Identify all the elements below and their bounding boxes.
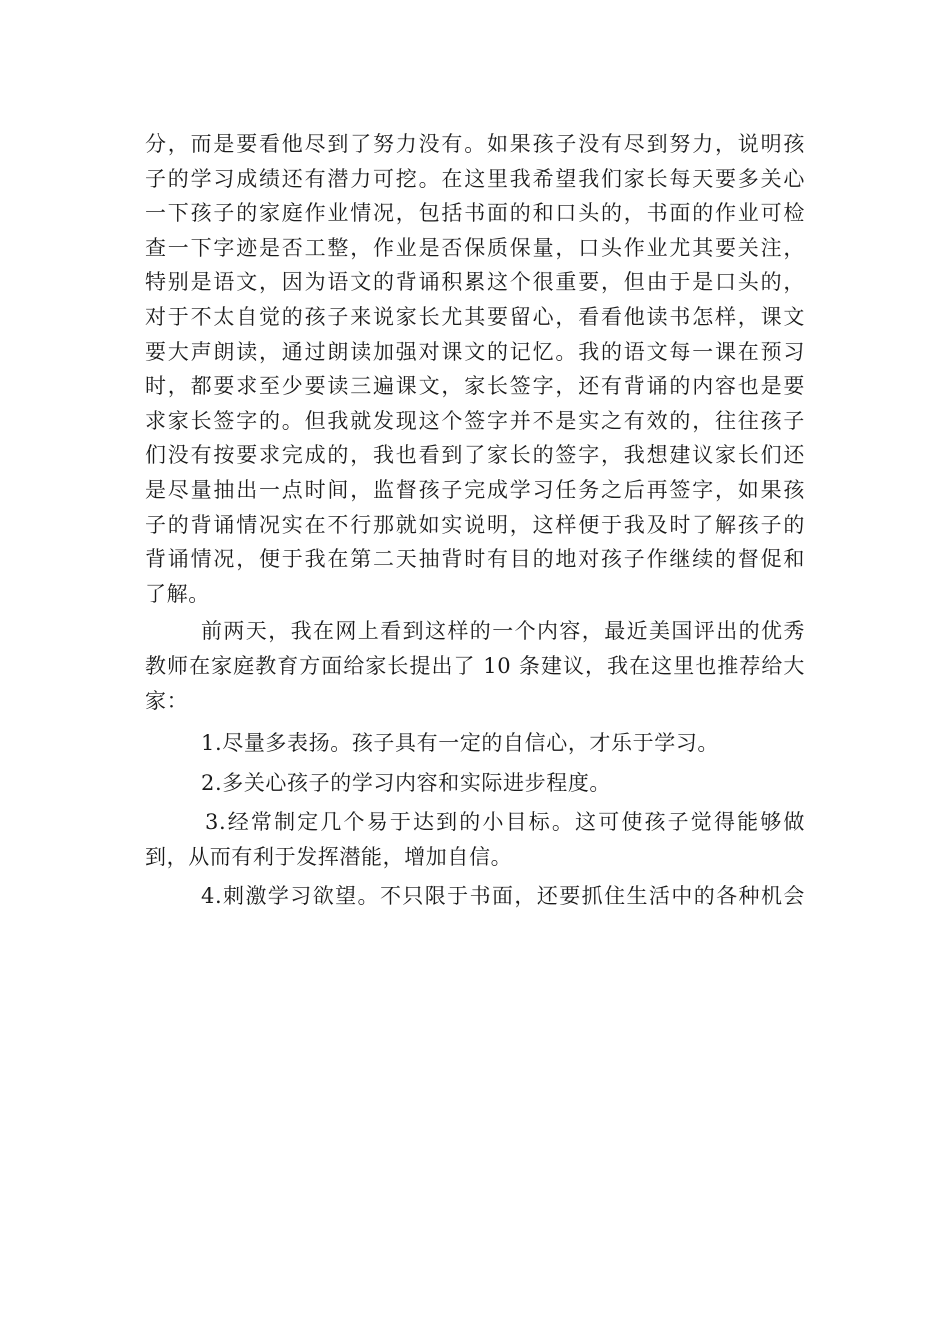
text-line: 子的背诵情况实在不行那就如实说明，这样便于我及时了解孩子的 [145, 512, 805, 537]
text-line: 背诵情况，便于我在第二天抽背时有目的地对孩子作继续的督促和 [145, 547, 805, 572]
text-line: 一下孩子的家庭作业情况，包括书面的和口头的，书面的作业可检 [145, 201, 805, 226]
list-item-3 [145, 805, 805, 874]
text-line: 子的学习成绩还有潜力可挖。在这里我希望我们家长每天要多关心 [145, 166, 805, 191]
text-line: 3.经常制定几个易于达到的小目标。这可使孩子觉得能够做 [205, 810, 805, 835]
paragraph-teacher-suggestions [145, 614, 805, 718]
text-line: 求家长签字的。但我就发现这个签字并不是实之有效的，往往孩子 [145, 408, 805, 433]
text-line: 们没有按要求完成的，我也看到了家长的签字，我想建议家长们还 [145, 443, 805, 468]
paragraph-parent-homework [145, 127, 805, 611]
list-item-1 [145, 726, 805, 761]
list-item-2 [145, 766, 805, 801]
text-line: 要大声朗读，通过朗读加强对课文的记忆。我的语文每一课在预习 [145, 339, 805, 364]
text-line: 对于不太自觉的孩子来说家长尤其要留心，看看他读书怎样，课文 [145, 304, 805, 329]
text-line: 是尽量抽出一点时间，监督孩子完成学习任务之后再签字，如果孩 [145, 477, 805, 502]
text-line: 教师在家庭教育方面给家长提出了 10 条建议，我在这里也推荐给大 [145, 653, 805, 678]
text-line: 到，从而有利于发挥潜能，增加自信。 [145, 844, 513, 869]
text-line: 家： [145, 688, 189, 713]
text-line: 了解。 [145, 581, 210, 606]
document-body [145, 127, 805, 914]
text-line: 时，都要求至少要读三遍课文，家长签字，还有背诵的内容也是要 [145, 374, 805, 399]
text-line: 4.刺激学习欲望。不只限于书面，还要抓住生活中的各种机会 [201, 884, 805, 909]
text-line: 前两天，我在网上看到这样的一个内容，最近美国评出的优秀 [201, 619, 805, 644]
text-line: 2.多关心孩子的学习内容和实际进步程度。 [201, 770, 612, 795]
list-item-4 [145, 879, 805, 914]
text-line: 分，而是要看他尽到了努力没有。如果孩子没有尽到努力，说明孩 [145, 132, 805, 156]
text-line: 特别是语文，因为语文的背诵积累这个很重要，但由于是口头的， [145, 270, 805, 295]
text-line: 查一下字迹是否工整，作业是否保质保量，口头作业尤其要关注， [145, 235, 805, 260]
text-line: 1.尽量多表扬。孩子具有一定的自信心，才乐于学习。 [201, 731, 720, 756]
